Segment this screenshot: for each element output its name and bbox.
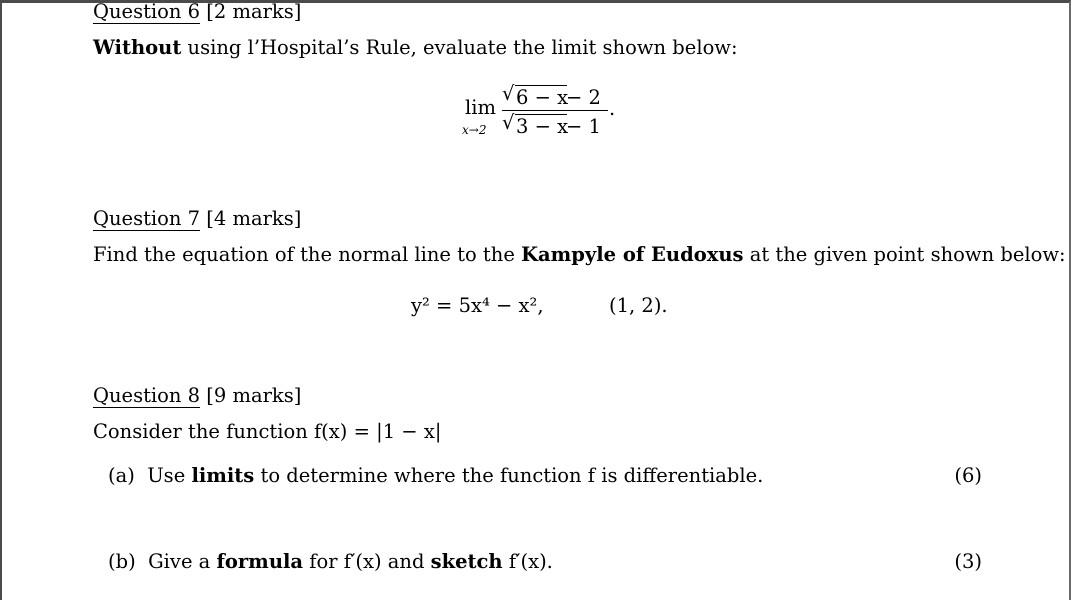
question-7-text-pre: Find the equation of the normal line to the	[93, 243, 522, 266]
question-6-bold-word: Without	[93, 36, 182, 59]
numerator-radical-sign: √	[502, 82, 515, 105]
question-6-heading	[93, 2, 301, 22]
question-6-text	[93, 38, 738, 58]
part-a-pre: Use	[147, 464, 192, 487]
numerator-radicand: 6 − x	[516, 86, 569, 109]
part-b-pre: Give a	[148, 550, 217, 573]
denominator-rest: − 1	[566, 115, 601, 138]
part-b-mid-2: f′(x).	[502, 550, 553, 573]
part-b-label: (b)	[108, 550, 136, 573]
fraction-bar	[502, 110, 608, 111]
part-b-bold-1: formula	[216, 550, 304, 573]
part-b-bold-2: sketch	[430, 550, 503, 573]
part-a-marks: (6)	[954, 464, 982, 487]
part-a-post: to determine where the function f is differentiable.	[254, 464, 764, 487]
question-7-title: Question 7	[93, 207, 201, 230]
question-7-bold: Kampyle of Eudoxus	[521, 243, 744, 266]
question-8-part-a	[108, 466, 763, 486]
question-7-heading	[93, 209, 301, 229]
question-8-title: Question 8	[93, 384, 201, 407]
question-8-marks: [9 marks]	[206, 384, 302, 407]
question-8-heading	[93, 386, 301, 406]
kampyle-equation: y² = 5x⁴ − x²,	[411, 294, 544, 317]
question-6-title: Question 6	[93, 0, 201, 23]
question-7-text	[93, 245, 1066, 265]
part-b-mid-1: for f′(x) and	[303, 550, 431, 573]
given-point: (1, 2).	[609, 294, 668, 317]
limit-lim: lim	[465, 96, 496, 119]
numerator-rest: − 2	[566, 86, 601, 109]
question-7-marks: [4 marks]	[206, 207, 302, 230]
part-a-bold: limits	[191, 464, 255, 487]
part-a-label: (a)	[108, 464, 135, 487]
question-8-part-b	[108, 552, 553, 572]
question-6-marks: [2 marks]	[206, 0, 302, 23]
question-6-instruction: using l’Hospital’s Rule, evaluate the limit shown below:	[181, 36, 738, 59]
limit-subscript: x→2	[462, 123, 487, 137]
question-7-text-post: at the given point shown below:	[743, 243, 1066, 266]
part-b-marks: (3)	[954, 550, 982, 573]
denominator-radical-sign: √	[502, 111, 515, 134]
limit-period: .	[609, 97, 616, 120]
question-8-intro: Consider the function f(x) = |1 − x|	[93, 420, 442, 443]
denominator-radicand: 3 − x	[516, 115, 569, 138]
